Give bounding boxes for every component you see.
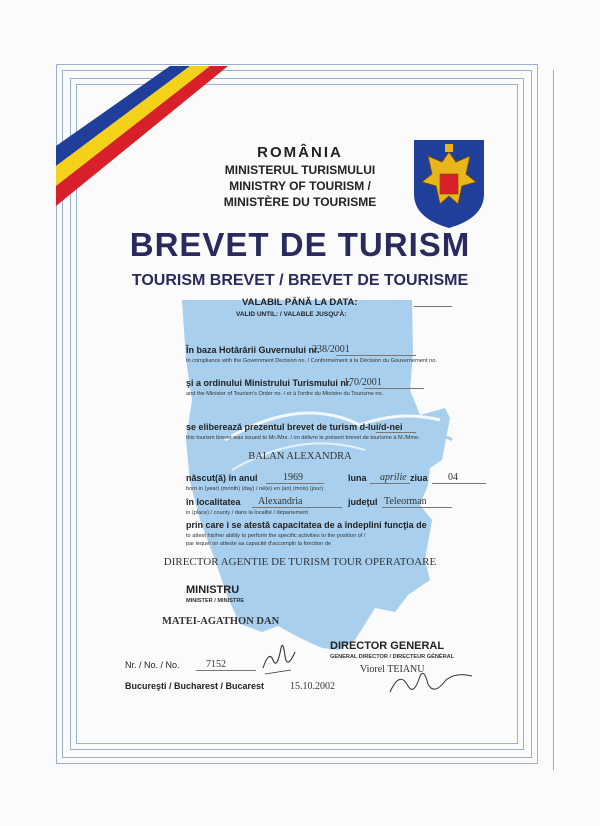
ministry-name-ro: MINISTERUL TURISMULUI <box>224 163 376 177</box>
birth-day-line <box>432 483 486 484</box>
birth-month-value: aprilie <box>380 472 407 483</box>
number-line <box>196 670 256 671</box>
locality-label: în localitatea <box>186 497 241 507</box>
minister-name: MATEI-AGATHON DAN <box>162 616 280 627</box>
director-name: Viorel TEIANU <box>360 664 425 675</box>
decision-note: In compliance with the Government Decision no. / Conformément à la Décision du Gouvernement no. <box>186 358 437 364</box>
birth-month-label: luna <box>348 473 367 483</box>
decision-value: 238/2001 <box>312 344 350 355</box>
birth-year-value: 1969 <box>283 472 303 483</box>
order-label: şi a ordinului Ministrului Turismului nr. <box>186 378 352 388</box>
place-note: in (place) / county / dans la localité / département <box>186 510 308 516</box>
birth-note: born in (year) (month) (day) / né(e) en (an) (mois) (jour) <box>186 486 324 492</box>
minister-title: MINISTRU <box>186 584 240 596</box>
number-value: 7152 <box>206 659 226 670</box>
order-value: 170/2001 <box>344 377 382 388</box>
birth-year-label: născut(ă) în anul <box>186 473 258 483</box>
ministry-name-fr: MINISTÈRE DU TOURISME <box>223 195 377 209</box>
county-line <box>382 507 452 508</box>
issued-note: this tourism brevet was issued to Mr./Mrs. / on délivre le présent brevet de tourisme à M./Mme. <box>186 435 420 441</box>
birth-day-label: ziua <box>410 473 428 483</box>
director-note: GENERAL DIRECTOR / DIRECTEUR GÉNÉRAL <box>330 654 455 660</box>
order-line <box>364 388 424 389</box>
locality-value: Alexandria <box>258 496 303 507</box>
director-title: DIRECTOR GENERAL <box>330 640 445 652</box>
minister-note: MINISTER / MINISTRE <box>186 598 245 604</box>
order-note: and the Minister of Tourism's Order no. / et à l'ordre du Ministre du Tourisme no. <box>186 391 384 397</box>
birth-day-value: 04 <box>448 472 458 483</box>
date-label: Bucureşti / Bucharest / Bucarest <box>125 681 265 691</box>
document-title: BREVET DE TURISM <box>129 226 471 263</box>
attest-label: prin care i se atestă capacitatea de a îndeplini funcţia de <box>186 520 427 530</box>
function-value: DIRECTOR AGENTIE DE TURISM TOUR OPERATOARE <box>163 556 437 568</box>
valid-until-line <box>414 306 452 307</box>
number-label: Nr. / No. / No. <box>125 660 180 670</box>
birth-year-line <box>266 483 324 484</box>
locality-line <box>252 507 342 508</box>
holder-name: BALAN ALEXANDRA <box>248 451 352 462</box>
ministry-name-en: MINISTRY OF TOURISM / <box>229 179 371 193</box>
county-value: Teleorman <box>384 496 427 507</box>
document-subtitle: TOURISM BREVET / BREVET DE TOURISME <box>131 272 469 289</box>
valid-until-note: VALID UNTIL: / VALABLE JUSQU'À: <box>236 311 347 318</box>
issued-label: se eliberează prezentul brevet de turism d-lui/d-nei <box>186 422 403 432</box>
issued-line <box>376 432 416 433</box>
decision-label: În baza Hotărârii Guvernului nr. <box>186 345 320 355</box>
birth-month-line <box>370 483 410 484</box>
attest-note-2: par lequel on atteste sa capacité d'accomplir la fonction de <box>186 541 332 547</box>
county-label: judeţul <box>348 497 378 507</box>
decision-line <box>336 355 416 356</box>
valid-until-label: VALABIL PÂNĂ LA DATA: <box>242 297 358 308</box>
attest-note-1: to attest his/her ability to perform the specific activities to the position of / <box>186 533 366 539</box>
date-value: 15.10.2002 <box>290 681 335 692</box>
minister-signature <box>255 630 305 680</box>
country-name: ROMÂNIA <box>257 144 343 161</box>
